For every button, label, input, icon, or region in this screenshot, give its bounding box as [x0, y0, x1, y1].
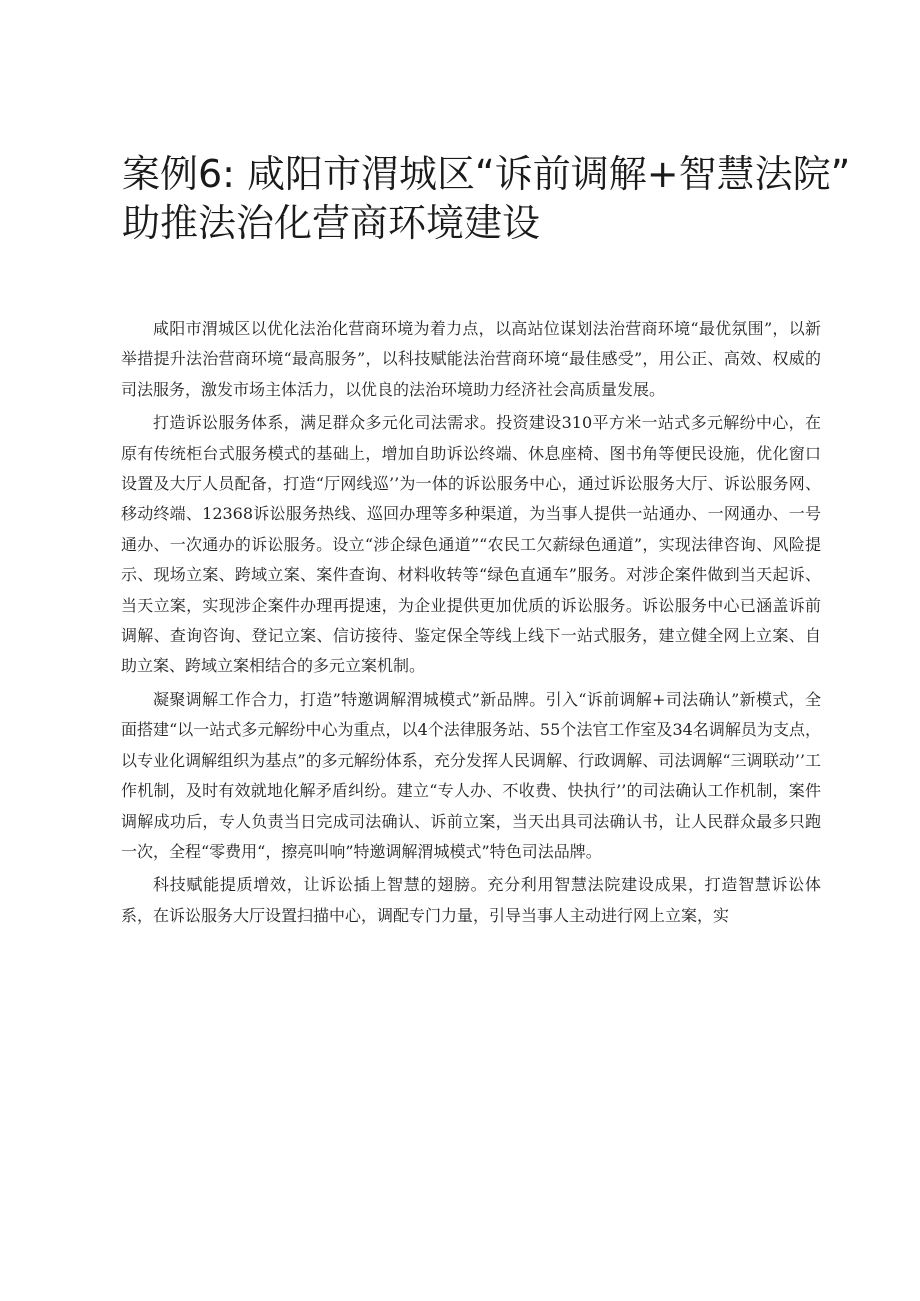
- paragraph-mediation: 凝聚调解工作合力，打造”特邀调解渭城模式”新品牌。引入“诉前调解+司法确认”新模式，全面搭建“以一站式多元解纷中心为重点，以4个法律服务站、55个法官工作室及34名调解员为支点，以专业化调解组织为基点”的多元解纷体系，充分发挥人民调解、行政调解、司法调解“三调联动’’工作机制，及时有效就地化解矛盾纠纷。建立“专人办、不收费、快执行’’的司法确认工作机制，案件调解成功后，专人负责当日完成司法确认、诉前立案，当天出具司法确认书，让人民群众最多只跑一次，全程“零费用“，擦亮叫响”特邀调解渭城模式”特色司法品牌。: [121, 689, 821, 861]
- title-line-2: 助推法治化营商环境建设: [122, 201, 541, 245]
- paragraph-smart-court: 科技赋能提质增效，让诉讼插上智慧的翅膀。充分利用智慧法院建设成果，打造智慧诉讼体系，在诉讼服务大厅设置扫描中心，调配专门力量，引导当事人主动进行网上立案，实: [121, 875, 821, 925]
- document-body: [121, 314, 821, 934]
- paragraph-intro: 咸阳市渭城区以优化法治化营商环境为着力点，以高站位谋划法治营商环境“最优氛围”，以新举措提升法治营商环境“最高服务”，以科技赋能法治营商环境“最佳感受”，用公正、高效、权威的司法服务，激发市场主体活力，以优良的法治环境助力经济社会高质量发展。: [121, 319, 821, 399]
- document-title: [122, 150, 851, 248]
- title-line-1: 案例6: 咸阳市渭城区“诉前调解+智慧法院”: [122, 152, 851, 196]
- paragraph-litigation-service: 打造诉讼服务体系，满足群众多元化司法需求。投资建设310平方米一站式多元解纷中心，在原有传统柜台式服务模式的基础上，增加自助诉讼终端、休息座椅、图书角等便民设施，优化窗口设置及大厅人员配备，打造“厅网线巡’’为一体的诉讼服务中心，通过诉讼服务大厅、诉讼服务网、移动终端、12368诉讼服务热线、巡回办理等多种渠道，为当事人提供一站通办、一网通办、一号通办、一次通办的诉讼服务。设立“涉企绿色通道”“农民工欠薪绿色通道”，实现法律咨询、风险提示、现场立案、跨域立案、案件查询、材料收转等“绿色直通车”服务。对涉企案件做到当天起诉、当天立案，实现涉企案件办理再提速，为企业提供更加优质的诉讼服务。诉讼服务中心已涵盖诉前调解、查询咨询、登记立案、信访接待、鉴定保全等线上线下一站式服务，建立健全网上立案、自助立案、跨域立案相结合的多元立案机制。: [121, 413, 821, 676]
